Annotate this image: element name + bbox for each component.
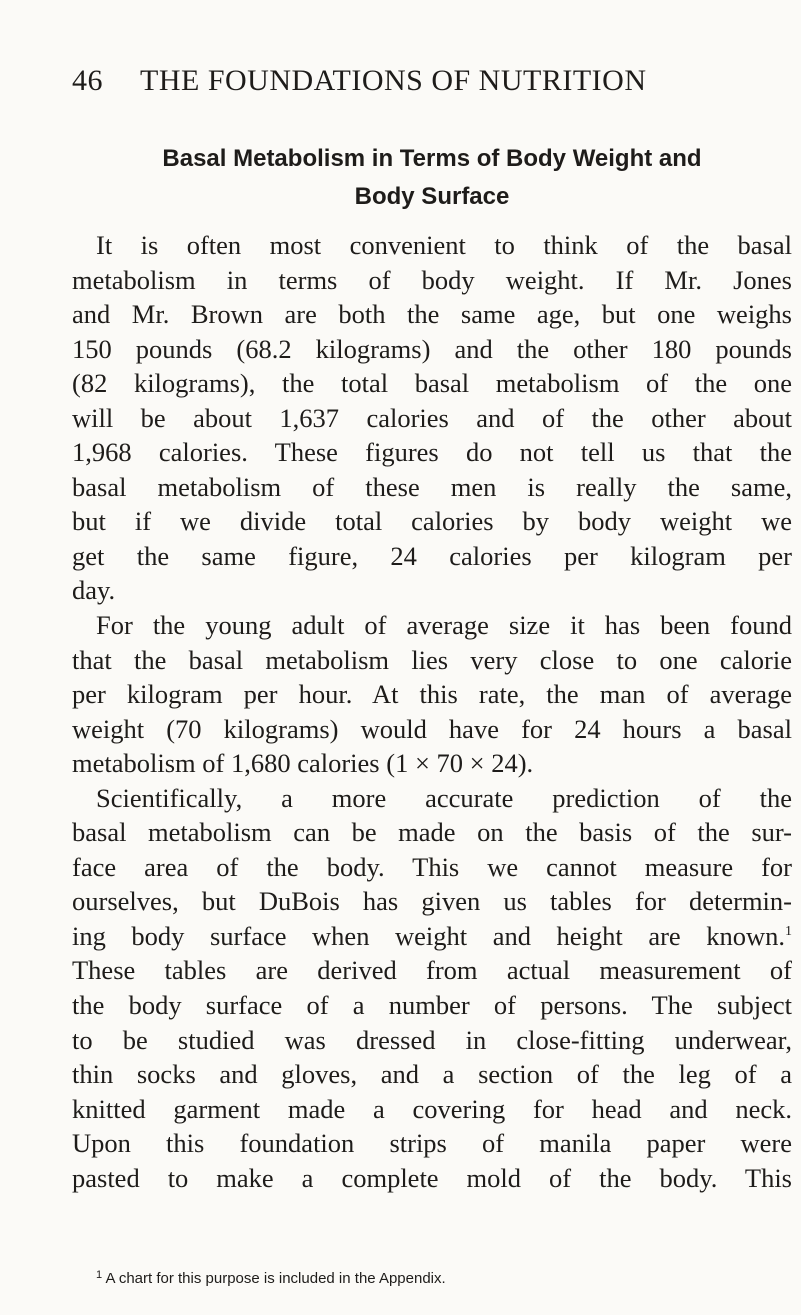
paragraph-line: weight (70 kilograms) would have for 24 hours a basal <box>72 713 792 744</box>
paragraph-line: pasted to make a complete mold of the body. This <box>72 1162 792 1193</box>
paragraph-line: get the same figure, 24 calories per kilogram per <box>72 540 792 571</box>
paragraph-line: 1,968 calories. These figures do not tell us that the <box>72 437 792 468</box>
paragraph-line-with-note <box>72 919 792 954</box>
paragraph-line: basal metabolism of these men is really the same, <box>72 471 792 502</box>
page-number: 46 <box>72 64 103 97</box>
paragraph-line: that the basal metabolism lies very close to one calorie <box>72 644 792 675</box>
paragraph-line: but if we divide total calories by body weight we <box>72 506 792 537</box>
paragraph-line: 150 pounds (68.2 kilograms) and the other 180 pounds <box>72 333 792 364</box>
paragraph-line: and Mr. Brown are both the same age, but one weighs <box>72 299 792 330</box>
paragraph-line: metabolism in terms of body weight. If Mr. Jones <box>72 264 792 295</box>
paragraph-line: For the young adult of average size it has been found <box>96 610 792 641</box>
paragraph-line: ourselves, but DuBois has given us tables for determin- <box>72 886 792 917</box>
paragraph-line-text: ing body surface when weight and height are known. <box>72 920 785 951</box>
body-text <box>72 228 792 1195</box>
footnote <box>96 1270 776 1287</box>
footnote-reference[interactable]: 1 <box>785 923 792 939</box>
running-head <box>72 64 672 104</box>
paragraph-line: the body surface of a number of persons. The subject <box>72 990 792 1021</box>
paragraph-line: It is often most convenient to think of the basal <box>96 230 792 260</box>
paragraph-line: metabolism of 1,680 calories (1 × 70 × 24). <box>72 748 534 779</box>
paragraph-line: day. <box>72 575 116 606</box>
paragraph-line: Scientifically, a more accurate prediction of the <box>96 782 792 813</box>
paragraph-line: These tables are derived from actual measurement of <box>72 955 792 986</box>
paragraph-line: to be studied was dressed in close-fitting underwear, <box>72 1024 792 1055</box>
footnote-marker: 1 <box>96 1269 103 1281</box>
paragraph-line: will be about 1,637 calories and of the other about <box>72 402 792 433</box>
footnote-text: A chart for this purpose is included in the Appendix. <box>105 1270 446 1287</box>
paragraph-line: (82 kilograms), the total basal metabolism of the one <box>72 368 792 399</box>
paragraph-line: Upon this foundation strips of manila paper were <box>72 1128 792 1159</box>
paragraph-line: face area of the body. This we cannot measure for <box>72 851 792 882</box>
paragraph-line: knitted garment made a covering for head and neck. <box>72 1093 792 1124</box>
paragraph-line: basal metabolism can be made on the basis of the sur- <box>72 817 792 848</box>
running-title: THE FOUNDATIONS OF NUTRITION <box>140 64 647 97</box>
paragraph-line: thin socks and gloves, and a section of the leg of a <box>72 1059 792 1090</box>
section-heading-line: Basal Metabolism in Terms of Body Weight and <box>162 145 702 172</box>
section-heading-line: Body Surface <box>354 183 510 210</box>
paragraph-line: per kilogram per hour. At this rate, the man of average <box>72 679 792 710</box>
section-heading <box>72 140 792 216</box>
